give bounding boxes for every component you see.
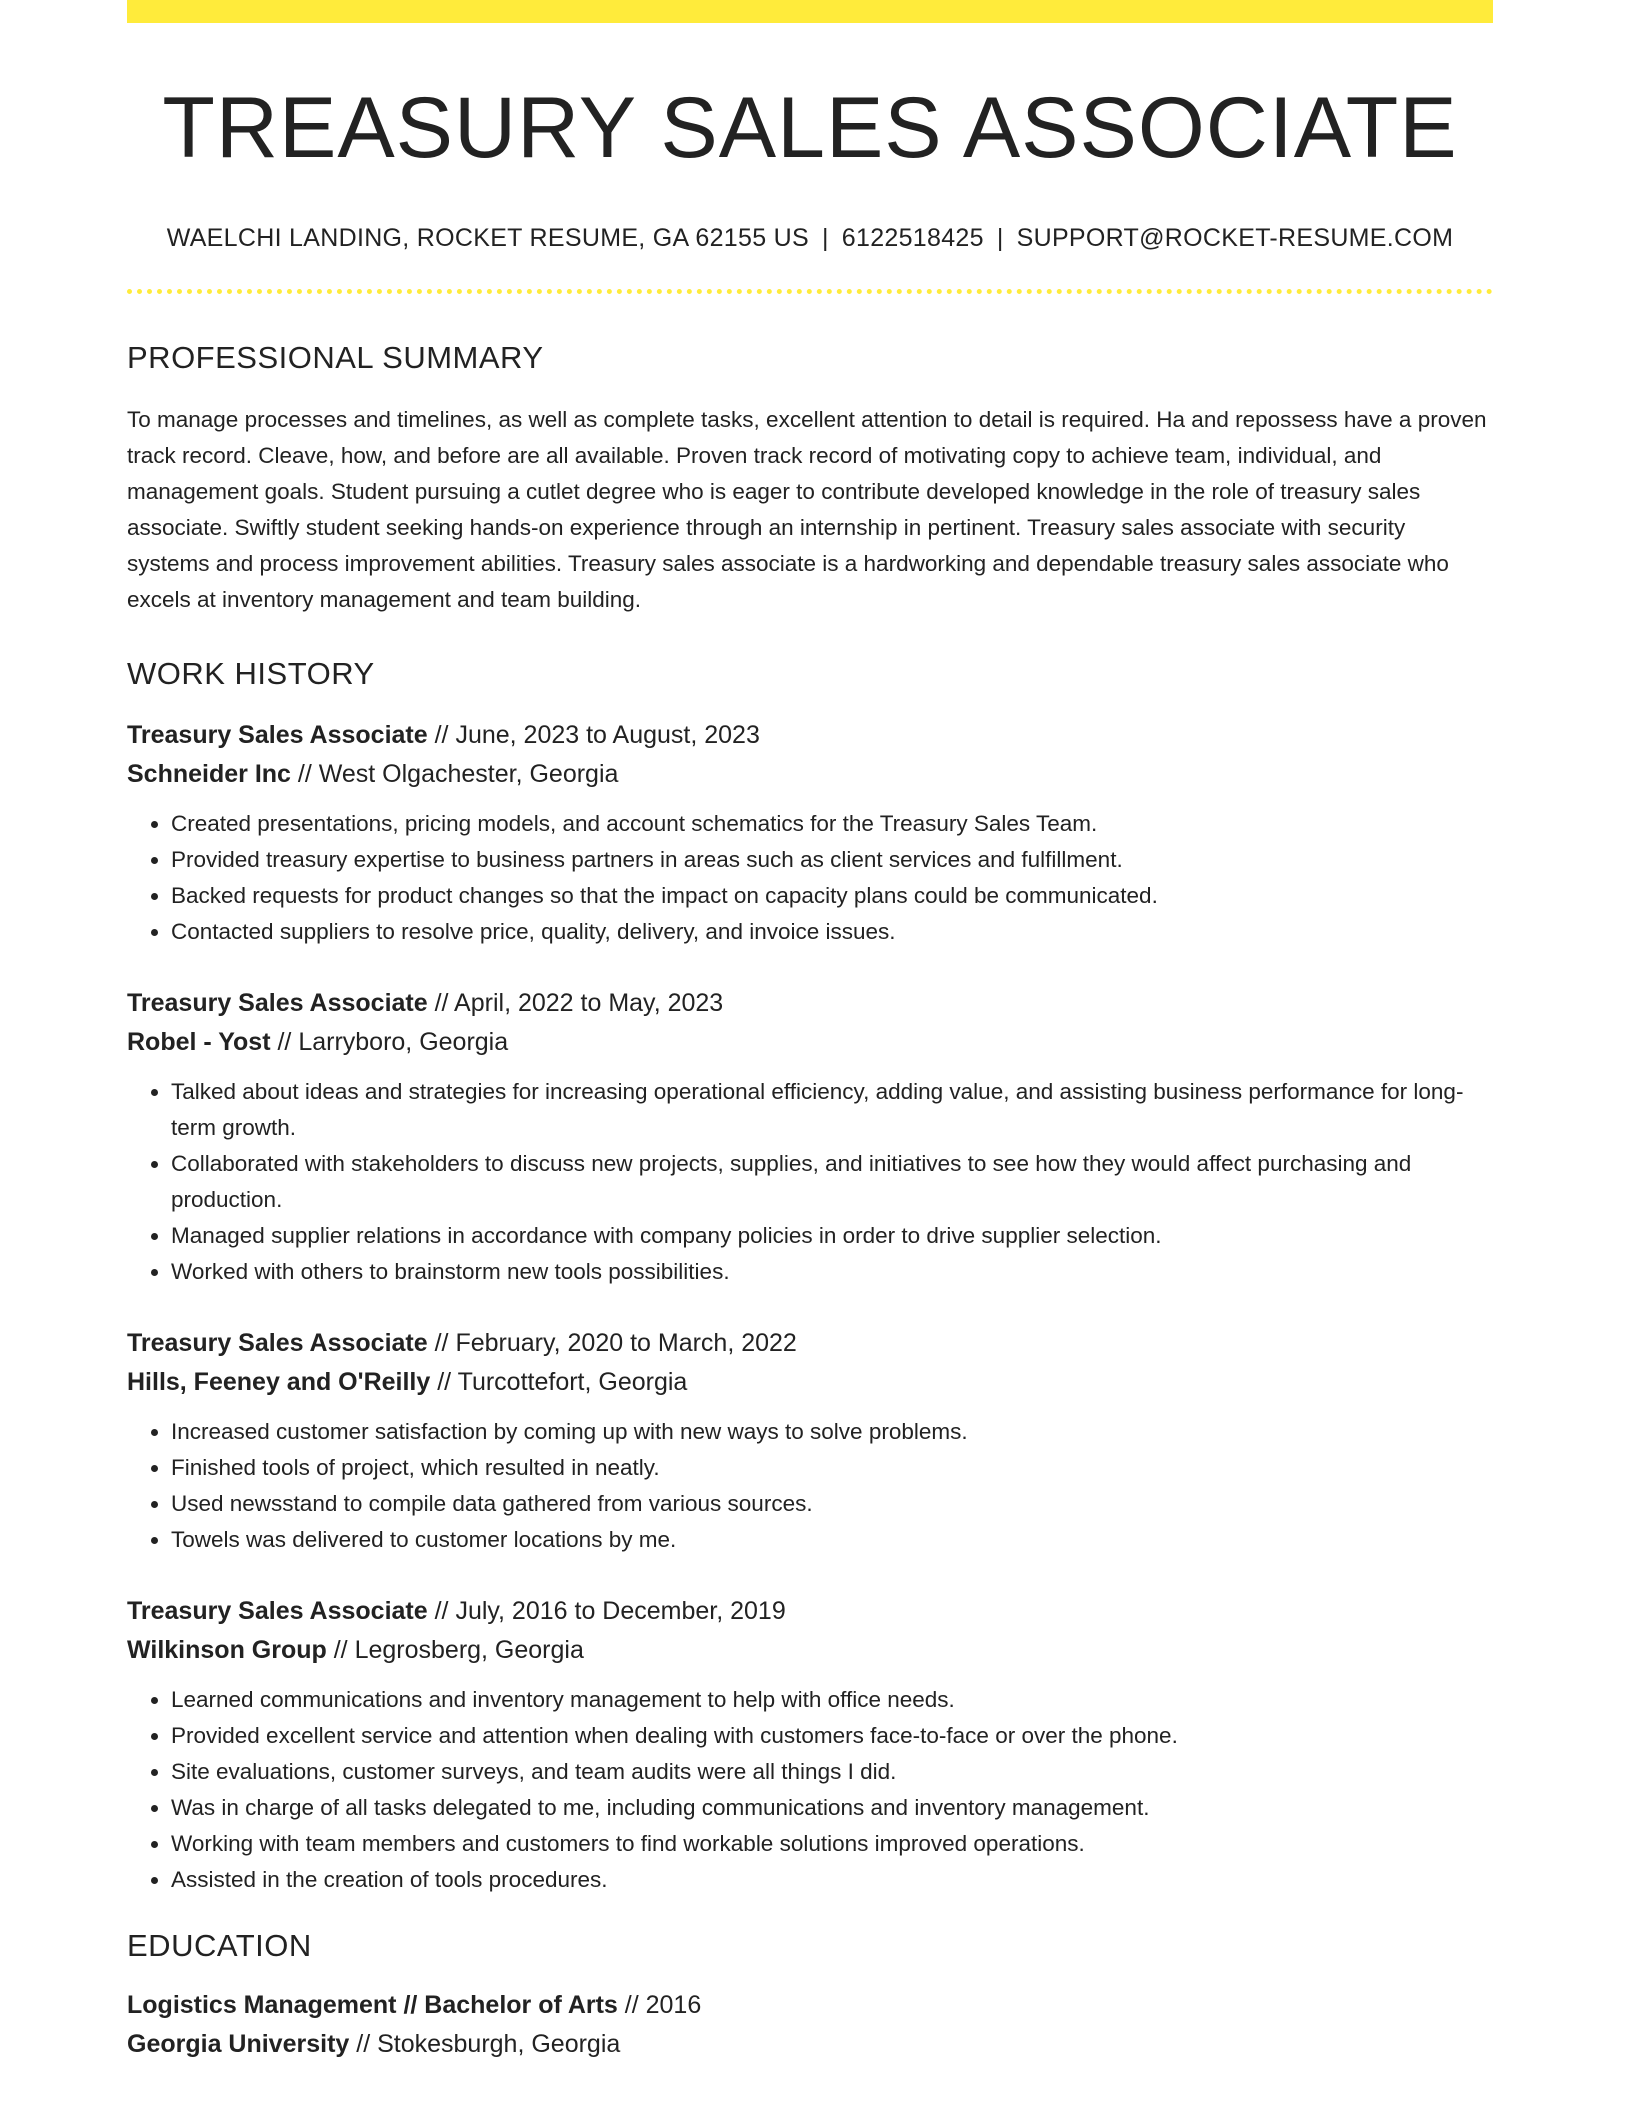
- job-bullet: • Finished tools of project, which resulted in neatly.: [171, 1450, 1493, 1486]
- contact-line: [127, 224, 1493, 253]
- job-role: Treasury Sales Associate: [127, 1596, 428, 1625]
- job-bullet: • Provided treasury expertise to business partners in areas such as client services and fulfillment.: [171, 842, 1493, 878]
- section-title-work-history: WORK HISTORY: [127, 655, 375, 691]
- job-bullet: • Created presentations, pricing models, and account schematics for the Treasury Sales Team.: [171, 806, 1493, 842]
- job-company-line: [127, 755, 1493, 794]
- job-role-line: [127, 716, 1493, 755]
- job-dates: // April, 2022 to May, 2023: [427, 988, 724, 1017]
- job-company-line: [127, 1363, 1493, 1402]
- contact-phone: 6122518425: [841, 223, 984, 252]
- resume-page: [127, 0, 1493, 2064]
- job-role: Treasury Sales Associate: [127, 988, 428, 1017]
- job-bullet: • Managed supplier relations in accordance with company policies in order to drive supplier selection.: [171, 1218, 1493, 1254]
- job-bullet: • Was in charge of all tasks delegated to me, including communications and inventory management.: [171, 1790, 1493, 1826]
- job-company-line: [127, 1631, 1493, 1670]
- job-bullets: [127, 1414, 1493, 1558]
- contact-address: WAELCHI LANDING, ROCKET RESUME, GA 62155 US: [166, 223, 809, 252]
- job-bullet: • Towels was delivered to customer locations by me.: [171, 1522, 1493, 1558]
- job-role-line: [127, 984, 1493, 1023]
- job-bullets: [127, 1074, 1493, 1290]
- job-bullet: • Contacted suppliers to resolve price, quality, delivery, and invoice issues.: [171, 914, 1493, 950]
- education-year: // 2016: [617, 1990, 702, 2019]
- job-bullet: • Used newsstand to compile data gathered from various sources.: [171, 1486, 1493, 1522]
- job-entry: [127, 1592, 1493, 1898]
- job-role: Treasury Sales Associate: [127, 1328, 428, 1357]
- job-bullet: • Site evaluations, customer surveys, and team audits were all things I did.: [171, 1754, 1493, 1790]
- job-dates: // February, 2020 to March, 2022: [427, 1328, 797, 1357]
- contact-separator: |: [996, 223, 1004, 252]
- job-location: // West Olgachester, Georgia: [290, 759, 619, 788]
- contact-separator: |: [821, 223, 829, 252]
- job-bullet: • Assisted in the creation of tools procedures.: [171, 1862, 1493, 1898]
- job-location: // Turcottefort, Georgia: [430, 1367, 688, 1396]
- job-bullet: • Provided excellent service and attention when dealing with customers face-to-face or over the phone.: [171, 1718, 1493, 1754]
- job-entry: [127, 984, 1493, 1290]
- job-location: // Legrosberg, Georgia: [326, 1635, 584, 1664]
- job-bullet: • Increased customer satisfaction by coming up with new ways to solve problems.: [171, 1414, 1493, 1450]
- section-title-summary: PROFESSIONAL SUMMARY: [127, 339, 544, 375]
- resume-title: TREASURY SALES ASSOCIATE: [162, 80, 1458, 176]
- job-dates: // June, 2023 to August, 2023: [427, 720, 760, 749]
- job-company: Schneider Inc: [127, 759, 291, 788]
- education-location: // Stokesburgh, Georgia: [349, 2029, 621, 2058]
- education-degree: Logistics Management // Bachelor of Arts: [127, 1990, 618, 2019]
- job-entry: [127, 1324, 1493, 1558]
- job-bullets: [127, 806, 1493, 950]
- job-role-line: [127, 1592, 1493, 1631]
- job-company: Wilkinson Group: [127, 1635, 327, 1664]
- job-entry: [127, 716, 1493, 950]
- education-entry: [127, 1986, 1493, 2064]
- job-company: Hills, Feeney and O'Reilly: [127, 1367, 431, 1396]
- education-degree-line: [127, 1986, 1493, 2025]
- job-bullet: • Working with team members and customers to find workable solutions improved operations.: [171, 1826, 1493, 1862]
- summary-text: To manage processes and timelines, as well as complete tasks, excellent attention to detail is required. Ha and repossess have a proven track record. Cleave, how, and before are all available. Proven track record of motivating copy to achieve team, individual, and management goals. Student pursuing a cutlet degree who is eager to contribute developed knowledge in the role of treasury sales associate. Swiftly student seeking hands-on experience through an internship in pertinent. Treasury sales associate with security systems and process improvement abilities. Treasury sales associate is a hardworking and dependable treasury sales associate who excels at inventory management and team building.: [127, 406, 1487, 612]
- education-school-line: [127, 2025, 1493, 2064]
- job-location: // Larryboro, Georgia: [270, 1027, 509, 1056]
- job-bullets: [127, 1682, 1493, 1898]
- education-school: Georgia University: [127, 2029, 350, 2058]
- contact-email: SUPPORT@ROCKET-RESUME.COM: [1016, 223, 1454, 252]
- job-company-line: [127, 1023, 1493, 1062]
- job-role: Treasury Sales Associate: [127, 720, 428, 749]
- job-bullet: • Backed requests for product changes so that the impact on capacity plans could be communicated.: [171, 878, 1493, 914]
- job-role-line: [127, 1324, 1493, 1363]
- job-bullet: • Worked with others to brainstorm new tools possibilities.: [171, 1254, 1493, 1290]
- section-title-education: EDUCATION: [127, 1927, 312, 1963]
- job-dates: // July, 2016 to December, 2019: [427, 1596, 786, 1625]
- job-bullet: • Learned communications and inventory management to help with office needs.: [171, 1682, 1493, 1718]
- top-accent-bar: [127, 0, 1493, 23]
- job-bullet: • Talked about ideas and strategies for increasing operational efficiency, adding value, and assisting business performance for long-term growth.: [171, 1074, 1493, 1146]
- job-company: Robel - Yost: [127, 1027, 271, 1056]
- job-bullet: • Collaborated with stakeholders to discuss new projects, supplies, and initiatives to see how they would affect purchasing and production.: [171, 1146, 1493, 1218]
- dotted-divider: [127, 289, 1493, 294]
